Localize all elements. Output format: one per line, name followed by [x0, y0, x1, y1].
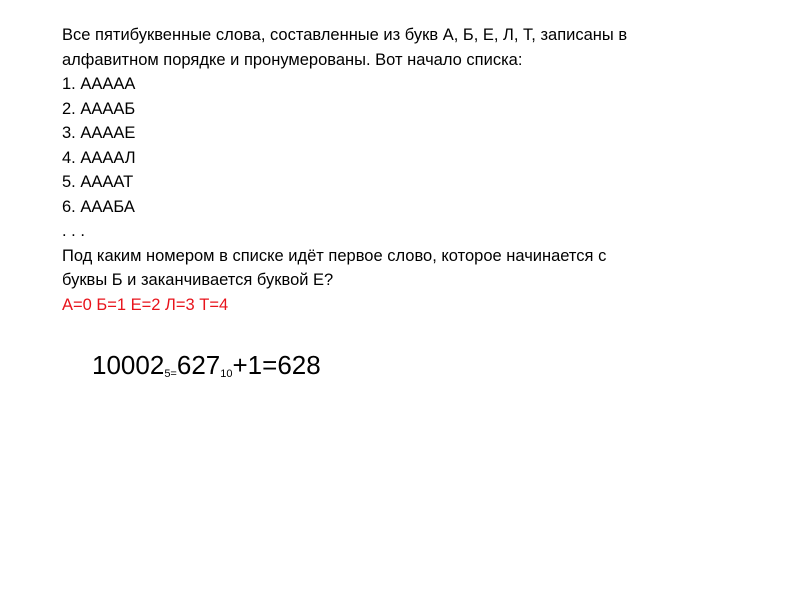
solution-formula: [92, 348, 321, 391]
intro-line-1: Все пятибуквенные слова, составленные из букв А, Б, Е, Л, Т, записаны в: [62, 26, 628, 44]
list-item: 5. ААААТ: [62, 173, 134, 191]
formula-base5-subscript: 5=: [164, 368, 177, 380]
list-item: 1. ААААА: [62, 75, 136, 93]
intro-line-2: алфавитном порядке и пронумерованы. Вот начало списка:: [62, 50, 523, 69]
list-item: 2. ААААБ: [62, 99, 136, 118]
question-line-2: буквы Б и заканчивается буквой Е?: [62, 271, 334, 289]
formula-decimal-number: 627: [176, 350, 221, 380]
list-item: 4. ААААЛ: [62, 148, 136, 167]
question-line-1: Под каким номером в списке идёт первое слово, которое начинается с: [62, 246, 607, 265]
letter-mapping: А=0 Б=1 Е=2 Л=3 Т=4: [62, 295, 229, 314]
list-ellipsis: . . .: [62, 222, 85, 240]
formula-base5-number: 10002: [92, 350, 165, 380]
list-item: 3. ААААЕ: [62, 124, 136, 142]
formula-result: +1=628: [232, 350, 321, 380]
formula-base10-subscript: 10: [220, 368, 233, 380]
list-item: 6. АААБА: [62, 197, 135, 216]
problem-text: [62, 23, 762, 317]
